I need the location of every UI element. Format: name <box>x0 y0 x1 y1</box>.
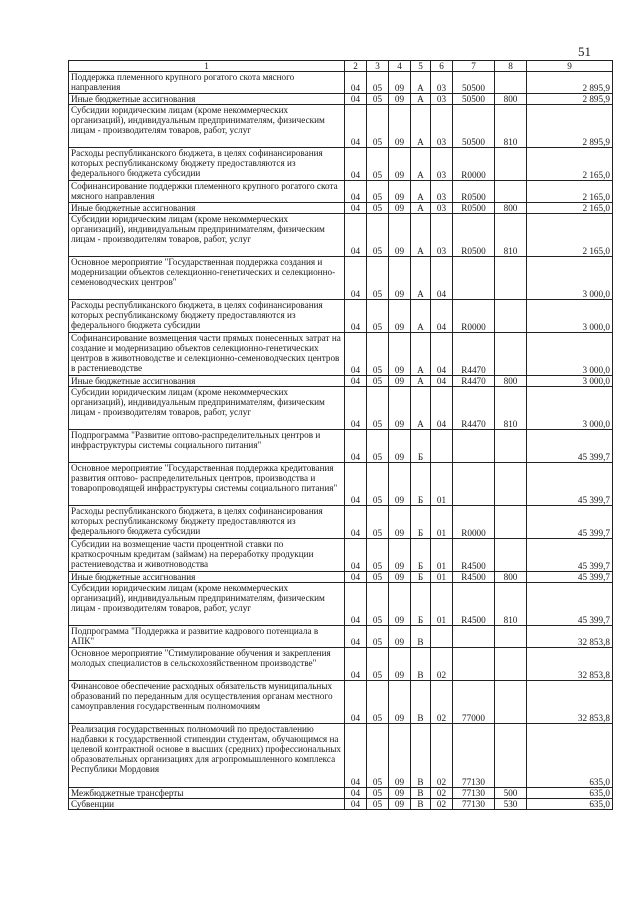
code-activity: 03 <box>431 72 453 94</box>
code-program: 09 <box>389 257 411 300</box>
code-expense-type <box>495 181 527 203</box>
code-program: 09 <box>389 572 411 583</box>
table-row <box>69 333 613 376</box>
code-subsection: 05 <box>367 539 389 572</box>
code-section: 04 <box>345 257 367 300</box>
code-direction: 50500 <box>453 94 495 105</box>
code-direction <box>453 430 495 463</box>
code-expense-type <box>495 506 527 539</box>
code-subsection: 05 <box>367 788 389 799</box>
code-section: 04 <box>345 572 367 583</box>
row-amount: 3 000,0 <box>527 376 613 387</box>
code-activity: 03 <box>431 214 453 257</box>
code-expense-type: 810 <box>495 583 527 626</box>
code-section: 04 <box>345 681 367 724</box>
row-amount: 635,0 <box>527 799 613 810</box>
table-row <box>69 214 613 257</box>
code-section: 04 <box>345 333 367 376</box>
code-subprogram: А <box>411 181 431 203</box>
code-subprogram: А <box>411 72 431 94</box>
row-description: Поддержка племенного крупного рогатого скота мясного направления <box>69 72 345 94</box>
code-expense-type <box>495 333 527 376</box>
code-program: 09 <box>389 387 411 430</box>
code-expense-type: 800 <box>495 94 527 105</box>
row-amount: 45 399,7 <box>527 506 613 539</box>
code-expense-type <box>495 430 527 463</box>
code-subsection: 05 <box>367 333 389 376</box>
code-program: 09 <box>389 583 411 626</box>
row-amount: 32 853,8 <box>527 626 613 648</box>
code-expense-type: 530 <box>495 799 527 810</box>
code-subprogram: А <box>411 387 431 430</box>
column-header: 3 <box>367 61 389 72</box>
code-activity: 03 <box>431 148 453 181</box>
code-direction: 77130 <box>453 724 495 788</box>
code-direction: R4470 <box>453 376 495 387</box>
column-header: 1 <box>69 61 345 72</box>
column-header: 9 <box>527 61 613 72</box>
row-description: Софинансирование поддержки племенного крупного рогатого скота мясного направления <box>69 181 345 203</box>
code-subsection: 05 <box>367 72 389 94</box>
code-activity <box>431 626 453 648</box>
code-direction: R0500 <box>453 214 495 257</box>
code-direction: R4470 <box>453 387 495 430</box>
code-program: 09 <box>389 463 411 506</box>
row-amount: 2 895,9 <box>527 94 613 105</box>
code-subprogram: В <box>411 681 431 724</box>
code-direction <box>453 257 495 300</box>
column-header: 4 <box>389 61 411 72</box>
code-expense-type <box>495 539 527 572</box>
code-program: 09 <box>389 799 411 810</box>
row-amount: 2 895,9 <box>527 72 613 94</box>
code-direction: 50500 <box>453 72 495 94</box>
code-direction: 77130 <box>453 788 495 799</box>
row-description: Иные бюджетные ассигнования <box>69 94 345 105</box>
code-subsection: 05 <box>367 799 389 810</box>
table-row <box>69 300 613 333</box>
code-activity: 03 <box>431 203 453 214</box>
code-expense-type: 800 <box>495 203 527 214</box>
code-direction: R0500 <box>453 181 495 203</box>
code-section: 04 <box>345 583 367 626</box>
code-subsection: 05 <box>367 148 389 181</box>
code-subprogram: Б <box>411 430 431 463</box>
table-row <box>69 430 613 463</box>
code-activity: 01 <box>431 506 453 539</box>
code-direction: R4500 <box>453 539 495 572</box>
code-subsection: 05 <box>367 463 389 506</box>
code-expense-type: 500 <box>495 788 527 799</box>
row-description: Субсидии юридическим лицам (кроме некоммерческих организаций), индивидуальным предпринимателям, физическим лицам - производителям товаров, работ, услуг <box>69 214 345 257</box>
row-description: Субсидии юридическим лицам (кроме некоммерческих организаций), индивидуальным предпринимателям, физическим лицам - производителям товаров, работ, услуг <box>69 583 345 626</box>
row-description: Основное мероприятие "Государственная поддержка создания и модернизации объектов селекционно-генетических и селекционно-семеноводческих центров" <box>69 257 345 300</box>
code-subsection: 05 <box>367 430 389 463</box>
code-program: 09 <box>389 626 411 648</box>
code-section: 04 <box>345 430 367 463</box>
code-section: 04 <box>345 94 367 105</box>
code-expense-type <box>495 257 527 300</box>
code-subprogram: Б <box>411 572 431 583</box>
code-direction: R4470 <box>453 333 495 376</box>
code-section: 04 <box>345 799 367 810</box>
code-subsection: 05 <box>367 376 389 387</box>
code-section: 04 <box>345 181 367 203</box>
row-description: Основное мероприятие "Стимулирование обучения и закрепления молодых специалистов в сельскохозяйственном производстве" <box>69 648 345 681</box>
code-expense-type: 810 <box>495 214 527 257</box>
code-subprogram: Б <box>411 583 431 626</box>
code-activity: 02 <box>431 788 453 799</box>
code-program: 09 <box>389 648 411 681</box>
code-expense-type: 810 <box>495 387 527 430</box>
table-row <box>69 681 613 724</box>
code-direction: 50500 <box>453 105 495 148</box>
row-description: Субсидии юридическим лицам (кроме некоммерческих организаций), индивидуальным предпринимателям, физическим лицам - производителям товаров, работ, услуг <box>69 105 345 148</box>
code-activity: 02 <box>431 681 453 724</box>
table-row <box>69 572 613 583</box>
row-description: Субсидии на возмещение части процентной ставки по краткосрочным кредитам (займам) на переработку продукции растениеводства и животноводства <box>69 539 345 572</box>
code-activity: 03 <box>431 94 453 105</box>
table-row <box>69 799 613 810</box>
code-section: 04 <box>345 506 367 539</box>
row-amount: 2 895,9 <box>527 105 613 148</box>
code-activity: 03 <box>431 105 453 148</box>
column-header: 2 <box>345 61 367 72</box>
code-subprogram: А <box>411 376 431 387</box>
code-section: 04 <box>345 214 367 257</box>
code-expense-type <box>495 148 527 181</box>
code-section: 04 <box>345 105 367 148</box>
code-section: 04 <box>345 463 367 506</box>
code-section: 04 <box>345 539 367 572</box>
code-subsection: 05 <box>367 572 389 583</box>
code-section: 04 <box>345 148 367 181</box>
table-row <box>69 506 613 539</box>
code-expense-type: 800 <box>495 376 527 387</box>
row-amount: 2 165,0 <box>527 214 613 257</box>
code-activity: 02 <box>431 648 453 681</box>
code-direction: R0000 <box>453 148 495 181</box>
row-description: Подпрограмма "Поддержка и развитие кадрового потенциала в АПК" <box>69 626 345 648</box>
code-expense-type <box>495 681 527 724</box>
row-description: Софинансирование возмещения части прямых понесенных затрат на создание и модернизацию объектов селекционно-генетических центров в животноводстве и селекционно-семеноводческих центров в растениеводстве <box>69 333 345 376</box>
code-expense-type: 810 <box>495 105 527 148</box>
row-description: Подпрограмма "Развитие оптово-распределительных центров и инфраструктуры системы социального питания" <box>69 430 345 463</box>
table-row <box>69 148 613 181</box>
table-row <box>69 583 613 626</box>
row-amount: 32 853,8 <box>527 648 613 681</box>
code-direction <box>453 626 495 648</box>
code-section: 04 <box>345 72 367 94</box>
row-amount: 45 399,7 <box>527 463 613 506</box>
table-row <box>69 105 613 148</box>
code-activity: 04 <box>431 257 453 300</box>
code-subsection: 05 <box>367 626 389 648</box>
code-program: 09 <box>389 214 411 257</box>
code-subprogram: А <box>411 257 431 300</box>
code-activity: 02 <box>431 724 453 788</box>
code-activity: 04 <box>431 300 453 333</box>
code-program: 09 <box>389 94 411 105</box>
code-direction: R4500 <box>453 572 495 583</box>
code-program: 09 <box>389 72 411 94</box>
row-amount: 45 399,7 <box>527 583 613 626</box>
code-activity: 01 <box>431 572 453 583</box>
code-subprogram: Б <box>411 539 431 572</box>
column-header: 8 <box>495 61 527 72</box>
code-section: 04 <box>345 648 367 681</box>
code-program: 09 <box>389 376 411 387</box>
row-amount: 45 399,7 <box>527 572 613 583</box>
code-program: 09 <box>389 788 411 799</box>
code-program: 09 <box>389 430 411 463</box>
code-expense-type <box>495 463 527 506</box>
row-description: Финансовое обеспечение расходных обязательств муниципальных образований по переданным для осуществления органам местного самоуправления государственным полномочиям <box>69 681 345 724</box>
code-activity: 01 <box>431 463 453 506</box>
table-row <box>69 181 613 203</box>
code-activity: 04 <box>431 387 453 430</box>
code-activity <box>431 430 453 463</box>
row-amount: 635,0 <box>527 724 613 788</box>
code-direction: R0500 <box>453 203 495 214</box>
row-amount: 3 000,0 <box>527 257 613 300</box>
code-direction <box>453 648 495 681</box>
row-description: Межбюджетные трансферты <box>69 788 345 799</box>
table-row <box>69 648 613 681</box>
table-row <box>69 257 613 300</box>
code-activity: 01 <box>431 539 453 572</box>
code-subsection: 05 <box>367 681 389 724</box>
row-description: Расходы республиканского бюджета, в целях софинансирования которых республиканскому бюджету предоставляются из федерального бюджета субсидии <box>69 506 345 539</box>
code-direction: R0000 <box>453 506 495 539</box>
code-subsection: 05 <box>367 724 389 788</box>
code-expense-type <box>495 300 527 333</box>
row-description: Субвенции <box>69 799 345 810</box>
code-expense-type <box>495 72 527 94</box>
code-subsection: 05 <box>367 300 389 333</box>
table-header-row <box>69 61 613 72</box>
code-subsection: 05 <box>367 181 389 203</box>
row-description: Основное мероприятие "Государственная поддержка кредитования развития оптово- распределительных центров, производства и товаропроводящей инфраструктуры системы социального питания" <box>69 463 345 506</box>
code-activity: 04 <box>431 376 453 387</box>
table-row <box>69 94 613 105</box>
code-program: 09 <box>389 506 411 539</box>
code-program: 09 <box>389 681 411 724</box>
code-subsection: 05 <box>367 506 389 539</box>
code-program: 09 <box>389 181 411 203</box>
code-activity: 04 <box>431 333 453 376</box>
row-description: Иные бюджетные ассигнования <box>69 376 345 387</box>
code-direction: 77000 <box>453 681 495 724</box>
row-description: Иные бюджетные ассигнования <box>69 203 345 214</box>
code-program: 09 <box>389 203 411 214</box>
code-expense-type: 800 <box>495 572 527 583</box>
code-section: 04 <box>345 626 367 648</box>
code-program: 09 <box>389 148 411 181</box>
code-direction: R0000 <box>453 300 495 333</box>
code-subprogram: А <box>411 214 431 257</box>
code-subprogram: В <box>411 788 431 799</box>
code-subprogram: А <box>411 333 431 376</box>
code-activity: 01 <box>431 583 453 626</box>
row-amount: 32 853,8 <box>527 681 613 724</box>
code-activity: 03 <box>431 181 453 203</box>
code-subprogram: Б <box>411 506 431 539</box>
table-row <box>69 788 613 799</box>
row-amount: 2 165,0 <box>527 148 613 181</box>
row-description: Расходы республиканского бюджета, в целях софинансирования которых республиканскому бюджету предоставляются из федерального бюджета субсидии <box>69 148 345 181</box>
row-amount: 3 000,0 <box>527 387 613 430</box>
code-direction <box>453 463 495 506</box>
code-subsection: 05 <box>367 648 389 681</box>
row-amount: 3 000,0 <box>527 333 613 376</box>
code-subprogram: Б <box>411 463 431 506</box>
code-program: 09 <box>389 333 411 376</box>
code-subsection: 05 <box>367 203 389 214</box>
code-expense-type <box>495 626 527 648</box>
table-row <box>69 724 613 788</box>
code-subsection: 05 <box>367 583 389 626</box>
code-subprogram: В <box>411 648 431 681</box>
page-number: 51 <box>578 44 591 59</box>
code-subprogram: А <box>411 203 431 214</box>
table-row <box>69 463 613 506</box>
code-expense-type <box>495 648 527 681</box>
code-program: 09 <box>389 539 411 572</box>
code-section: 04 <box>345 300 367 333</box>
table-row <box>69 376 613 387</box>
row-amount: 2 165,0 <box>527 181 613 203</box>
code-section: 04 <box>345 788 367 799</box>
code-subprogram: В <box>411 626 431 648</box>
code-subprogram: А <box>411 94 431 105</box>
table-row <box>69 387 613 430</box>
table-row <box>69 203 613 214</box>
code-program: 09 <box>389 300 411 333</box>
budget-table <box>68 60 613 810</box>
code-section: 04 <box>345 203 367 214</box>
row-amount: 3 000,0 <box>527 300 613 333</box>
code-subprogram: В <box>411 799 431 810</box>
row-amount: 635,0 <box>527 788 613 799</box>
code-section: 04 <box>345 387 367 430</box>
code-program: 09 <box>389 105 411 148</box>
code-subprogram: А <box>411 148 431 181</box>
column-header: 7 <box>453 61 495 72</box>
code-subsection: 05 <box>367 257 389 300</box>
table-row <box>69 539 613 572</box>
row-amount: 45 399,7 <box>527 539 613 572</box>
code-direction: 77130 <box>453 799 495 810</box>
row-amount: 2 165,0 <box>527 203 613 214</box>
row-description: Субсидии юридическим лицам (кроме некоммерческих организаций), индивидуальным предпринимателям, физическим лицам - производителям товаров, работ, услуг <box>69 387 345 430</box>
column-header: 5 <box>411 61 431 72</box>
table-row <box>69 626 613 648</box>
table-row <box>69 72 613 94</box>
code-activity: 02 <box>431 799 453 810</box>
code-subsection: 05 <box>367 214 389 257</box>
row-amount: 45 399,7 <box>527 430 613 463</box>
code-section: 04 <box>345 376 367 387</box>
column-header: 6 <box>431 61 453 72</box>
code-subprogram: В <box>411 724 431 788</box>
code-program: 09 <box>389 724 411 788</box>
code-subprogram: А <box>411 300 431 333</box>
code-subprogram: А <box>411 105 431 148</box>
code-direction: R4500 <box>453 583 495 626</box>
row-description: Расходы республиканского бюджета, в целях софинансирования которых республиканскому бюджету предоставляются из федерального бюджета субсидии <box>69 300 345 333</box>
row-description: Иные бюджетные ассигнования <box>69 572 345 583</box>
code-expense-type <box>495 724 527 788</box>
code-section: 04 <box>345 724 367 788</box>
row-description: Реализация государственных полномочий по предоставлению надбавки к государственной стипендии студентам, обучающимся на целевой контрактной основе в высших (средних) профессиональных образовательных организациях для агропромышленного комплекса Республики Мордовия <box>69 724 345 788</box>
code-subsection: 05 <box>367 105 389 148</box>
code-subsection: 05 <box>367 94 389 105</box>
code-subsection: 05 <box>367 387 389 430</box>
